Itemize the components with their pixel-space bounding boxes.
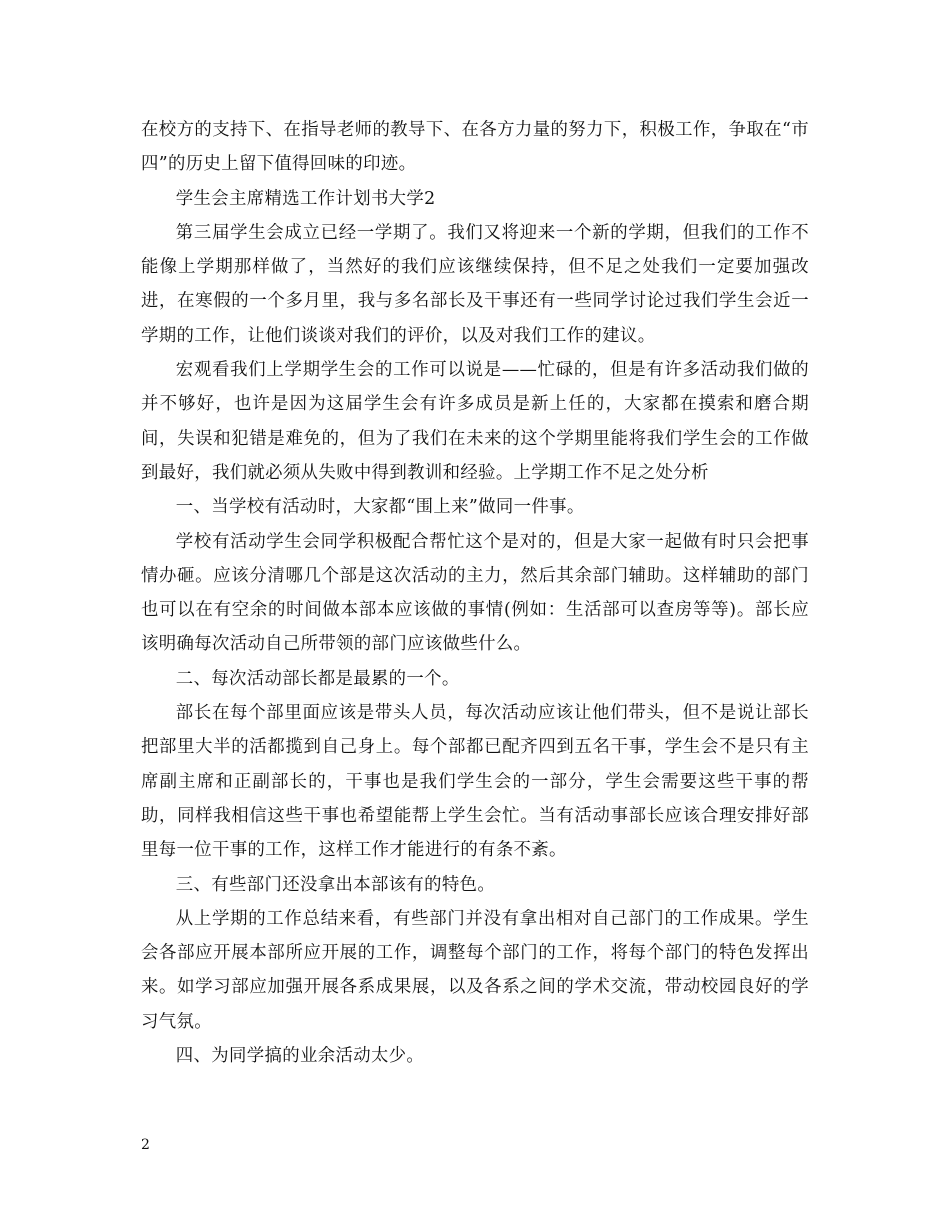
point-heading-3: 三、有些部门还没拿出本部该有的特色。 <box>175 874 496 895</box>
point-heading-1: 一、当学校有活动时，大家都“围上来”做同一件事。 <box>175 497 585 518</box>
page-number: 2 <box>141 1137 150 1153</box>
paragraph-intro: 第三届学生会成立已经一学期了。我们又将迎来一个新的学期，但我们的工作不能像上学期那样做了，当然好的我们应该继续保持，但不足之处我们一定要加强改进，在寒假的一个多月里，我与多名部长及干事还有一些同学讨论过我们学生会近一学期的工作，让他们谈谈对我们的评价，以及对我们工作的建议。 <box>141 222 809 346</box>
document-page <box>141 113 809 1073</box>
paragraph-1: 在校方的支持下、在指导老师的教导下、在各方力量的努力下，积极工作，争取在“市四”的历史上留下值得回味的印迹。 <box>141 120 809 175</box>
point-heading-2: 二、每次活动部长都是最累的一个。 <box>175 668 460 689</box>
section-heading: 学生会主席精选工作计划书大学2 <box>175 188 436 209</box>
point-body-2: 部长在每个部里面应该是带头人员，每次活动应该让他们带头，但不是说让部长把部里大半的活都揽到自己身上。每个部都已配齐四到五名干事，学生会不是只有主席副主席和正副部长的，干事也是我们学生会的一部分，学生会需要这些干事的帮助，同样我相信这些干事也希望能帮上学生会忙。当有活动事部长应该合理安排好部里每一位干事的工作，这样工作才能进行的有条不紊。 <box>141 703 809 861</box>
point-body-1: 学校有活动学生会同学积极配合帮忙这个是对的，但是大家一起做有时只会把事情办砸。应该分清哪几个部是这次活动的主力，然后其余部门辅助。这样辅助的部门也可以在有空余的时间做本部本应该做的事情(例如：生活部可以查房等等)。部长应该明确每次活动自己所带领的部门应该做些什么。 <box>141 531 809 655</box>
paragraph-overview: 宏观看我们上学期学生会的工作可以说是——忙碌的，但是有许多活动我们做的并不够好，也许是因为这届学生会有许多成员是新上任的，大家都在摸索和磨合期间，失误和犯错是难免的，但为了我们在未来的这个学期里能将我们学生会的工作做到最好，我们就必须从失败中得到教训和经验。上学期工作不足之处分析 <box>141 360 809 483</box>
point-body-3: 从上学期的工作总结来看，有些部门并没有拿出相对自己部门的工作成果。学生会各部应开展本部所应开展的工作，调整每个部门的工作，将每个部门的特色发挥出来。如学习部应加强开展各系成果展，以及各系之间的学术交流，带动校园良好的学习气氛。 <box>141 908 809 1032</box>
point-heading-4: 四、为同学搞的业余活动太少。 <box>175 1046 425 1067</box>
